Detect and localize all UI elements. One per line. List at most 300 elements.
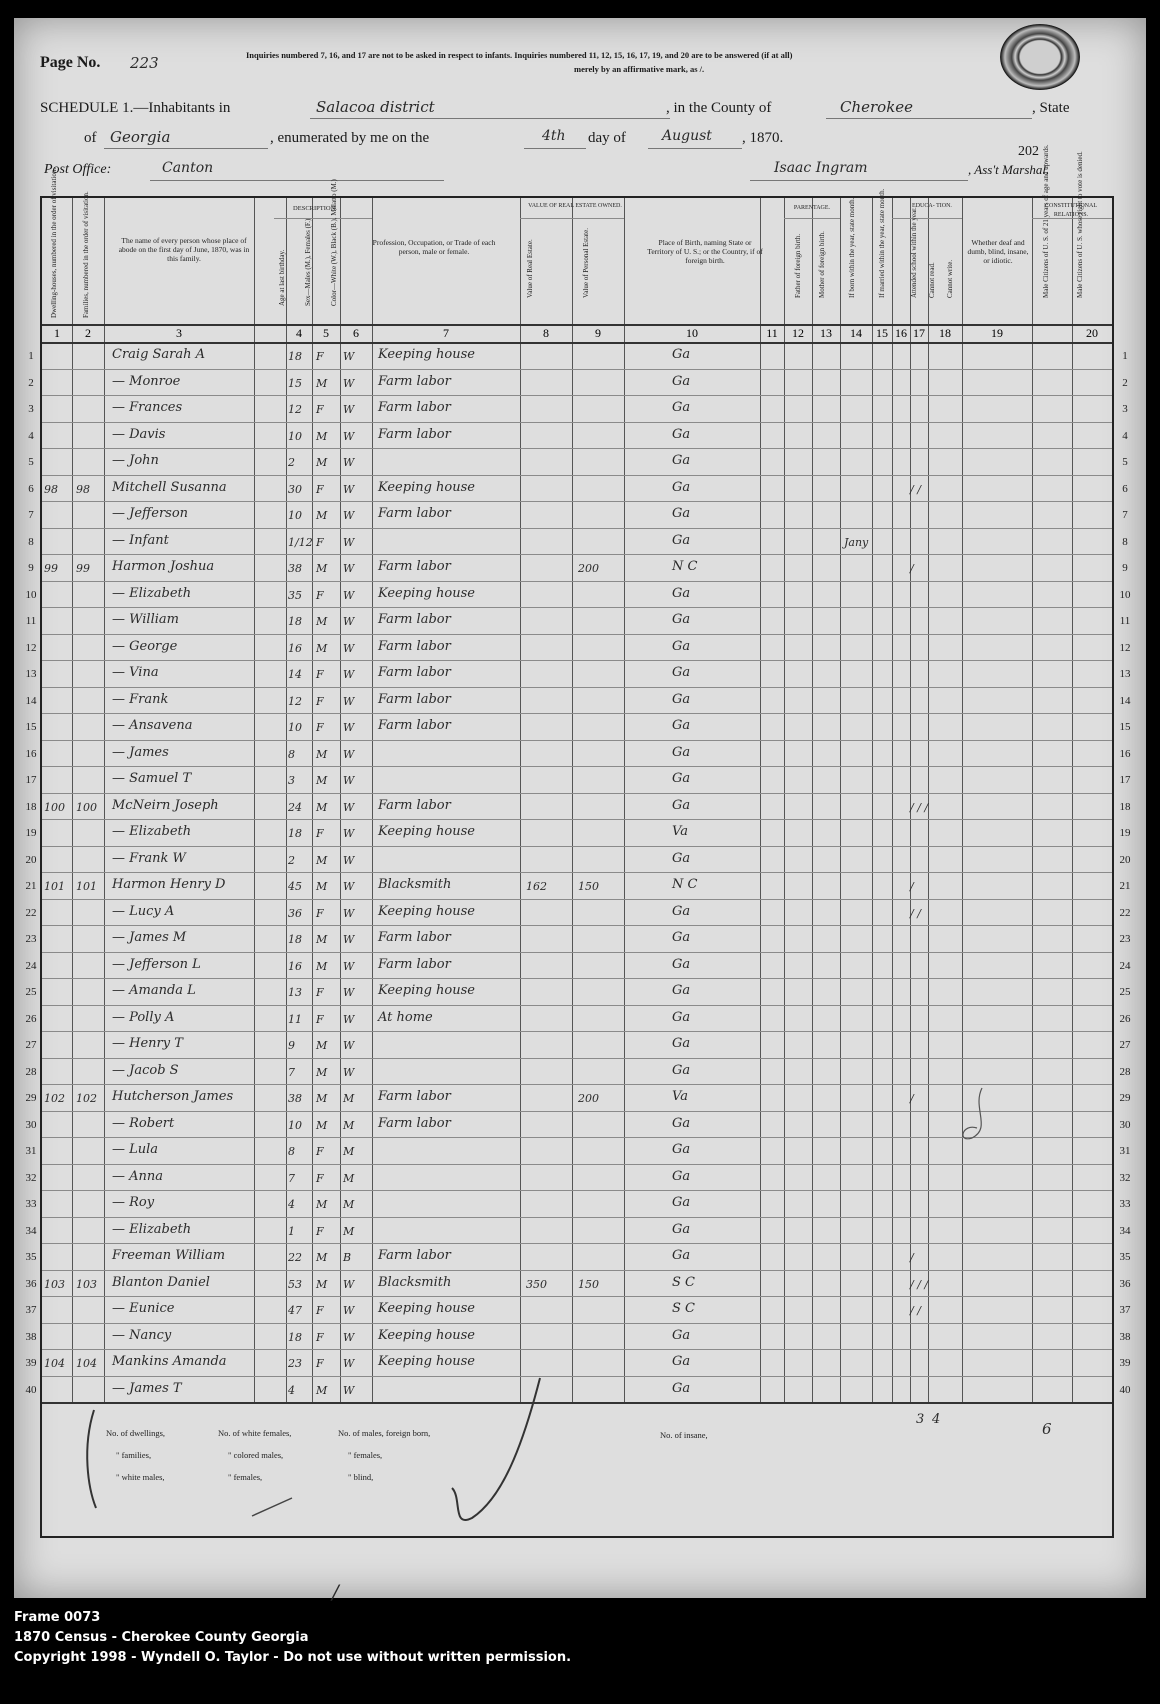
occupation: Keeping house	[378, 1327, 475, 1343]
col-header-disability: Whether deaf and dumb, blind, insane, or idiotic.	[967, 238, 1029, 265]
color: W	[343, 827, 355, 840]
dwelling-number: 99	[44, 562, 58, 575]
footer-frame: Frame 0073	[14, 1610, 101, 1625]
age: 53	[288, 1277, 302, 1291]
birthplace: Ga	[672, 1168, 691, 1184]
birthplace: Ga	[672, 453, 691, 468]
personal-estate-value: 150	[578, 880, 599, 893]
column-number: 15	[876, 326, 888, 340]
person-name: — Jefferson	[112, 506, 189, 521]
age: 18	[288, 827, 302, 840]
family-number: 98	[76, 482, 90, 496]
age: 11	[288, 1012, 302, 1026]
row-number: 26	[25, 1012, 37, 1025]
age: 18	[288, 933, 302, 946]
column-number: 14	[850, 326, 862, 340]
age: 10	[288, 509, 302, 522]
birthplace: Ga	[672, 400, 691, 415]
column-number: 3	[176, 326, 182, 340]
color: W	[343, 800, 355, 814]
state-underline	[104, 148, 268, 149]
age: 3	[288, 774, 295, 787]
column-number: 6	[353, 326, 359, 340]
occupation: Farm labor	[378, 426, 451, 442]
enumeration-month: August	[662, 128, 712, 144]
column-number: 4	[296, 326, 302, 340]
color: W	[343, 403, 355, 416]
column-number: 16	[895, 326, 907, 340]
col-header-birthplace: Place of Birth, naming State or Territory of U. S.; or the Country, if of foreign birth.	[647, 238, 763, 265]
column-number: 19	[991, 326, 1003, 340]
row-number: 8	[1122, 535, 1128, 548]
row-number: 3	[28, 403, 34, 415]
occupation: Keeping house	[378, 585, 475, 601]
sex: M	[316, 747, 328, 761]
sex: M	[316, 1039, 328, 1052]
color: W	[343, 1012, 355, 1026]
color: W	[343, 562, 355, 575]
color: W	[343, 668, 355, 681]
col-header-vote-denied: Male Citizens of U. S. whose right to vote is denied.	[1076, 151, 1084, 298]
color: W	[343, 350, 355, 363]
row-number: 38	[25, 1330, 37, 1343]
age: 7	[288, 1171, 295, 1185]
age: 10	[288, 721, 302, 734]
person-name: — Amanda L	[112, 983, 196, 998]
age: 38	[288, 562, 302, 575]
column-number: 18	[939, 326, 951, 340]
birthplace: Ga	[672, 744, 691, 760]
occupation: Keeping house	[378, 903, 475, 919]
person-name: — Elizabeth	[112, 585, 192, 601]
dwelling-number: 102	[44, 1092, 65, 1105]
person-name: Harmon Henry D	[112, 877, 226, 892]
color: W	[343, 1357, 355, 1370]
sex: M	[316, 933, 328, 946]
real-estate-value: 162	[526, 880, 547, 893]
summary-insane: No. of insane,	[660, 1430, 708, 1440]
col-header-personal-estate: Value of Personal Estate.	[582, 228, 590, 298]
summary-foreign-males: No. of males, foreign born,	[338, 1428, 431, 1438]
color: M	[343, 1145, 355, 1158]
education-marks: /	[910, 1251, 914, 1264]
dwelling-number: 104	[44, 1357, 65, 1370]
age: 24	[288, 800, 302, 814]
birthplace: Ga	[672, 347, 691, 362]
color: W	[343, 456, 355, 469]
row-number: 33	[1119, 1198, 1131, 1210]
age: 4	[288, 1383, 295, 1397]
row-number: 39	[25, 1357, 37, 1369]
col-header-constitutional: CONSTITUTIONAL RELATIONS.	[1045, 203, 1097, 218]
sex: F	[316, 906, 324, 920]
color: M	[343, 1224, 355, 1238]
color: W	[343, 429, 355, 443]
enumeration-day: 4th	[542, 128, 566, 144]
age: 47	[288, 1304, 302, 1317]
person-name: — Robert	[112, 1115, 175, 1131]
row-number: 21	[25, 880, 37, 892]
county-underline	[826, 118, 1032, 119]
person-name: — Jacob S	[112, 1062, 179, 1078]
education-marks: /	[910, 880, 914, 893]
census-sheet	[14, 18, 1146, 1604]
row-number: 36	[25, 1277, 37, 1290]
sex: M	[316, 1118, 328, 1132]
sex: M	[316, 1092, 328, 1105]
family-number: 103	[76, 1277, 97, 1291]
row-number: 4	[28, 429, 34, 442]
birthplace: Ga	[672, 850, 691, 866]
sex: F	[316, 350, 324, 363]
occupation: Farm labor	[378, 1115, 451, 1131]
birthplace: Ga	[672, 1354, 691, 1369]
person-name: Blanton Daniel	[112, 1274, 210, 1290]
birthplace: Ga	[672, 585, 691, 601]
sex: M	[316, 509, 328, 522]
person-name: — Frank W	[112, 850, 186, 866]
occupation: Farm labor	[378, 1089, 451, 1104]
age: 30	[288, 482, 302, 496]
age: 9	[288, 1039, 295, 1052]
age: 1/12	[288, 535, 313, 549]
row-number: 12	[1119, 641, 1131, 654]
row-number: 32	[1119, 1171, 1131, 1184]
post-office-label: Post Office:	[44, 162, 112, 177]
row-number: 25	[25, 986, 37, 998]
occupation: Farm labor	[378, 718, 451, 733]
occupation: Farm labor	[378, 1248, 451, 1263]
occupation: Blacksmith	[378, 877, 452, 892]
sex: F	[316, 1145, 324, 1158]
row-number: 34	[1119, 1224, 1131, 1237]
marshal-label: , Ass't Marshal.	[968, 162, 1050, 177]
person-name: — Polly A	[112, 1009, 175, 1025]
year-label: , 1870.	[742, 130, 784, 146]
color: W	[343, 906, 355, 920]
occupation: At home	[378, 1009, 433, 1025]
personal-estate-value: 200	[578, 1092, 599, 1105]
age: 12	[288, 403, 302, 416]
sex: M	[316, 641, 328, 655]
birthplace: N C	[672, 877, 698, 892]
occupation: Keeping house	[378, 479, 475, 495]
inquiry-note-2: merely by an affirmative mark, as /.	[574, 64, 705, 74]
occupation: Farm labor	[378, 956, 451, 972]
footer-title: 1870 Census - Cherokee County Georgia	[14, 1630, 309, 1645]
col-header-born-month: If born within the year, state month.	[848, 197, 856, 298]
sex: F	[316, 721, 324, 734]
summary-tally-1: 3	[916, 1412, 925, 1427]
birthplace: Ga	[672, 506, 691, 521]
color: W	[343, 1304, 355, 1317]
person-name: — James	[112, 744, 169, 760]
row-number: 29	[1119, 1092, 1131, 1104]
row-number: 13	[25, 668, 37, 680]
sex: M	[316, 800, 328, 814]
age: 2	[288, 853, 295, 867]
sex: F	[316, 1357, 324, 1370]
row-number: 28	[25, 1065, 37, 1078]
column-number: 5	[323, 326, 329, 340]
age: 16	[288, 641, 302, 655]
col-header-age: Age at last birthday.	[278, 249, 286, 306]
age: 2	[288, 456, 295, 469]
row-number: 28	[1119, 1065, 1131, 1078]
row-number: 30	[25, 1118, 37, 1131]
district-underline	[310, 118, 670, 119]
row-number: 18	[25, 800, 37, 813]
day-underline	[524, 148, 586, 149]
education-marks: /	[910, 562, 914, 575]
occupation: Farm labor	[378, 665, 451, 680]
col-header-sex: Sex—Males (M.), Females (F.)	[304, 218, 312, 306]
age: 22	[288, 1251, 302, 1264]
row-number: 22	[1119, 906, 1131, 919]
color: W	[343, 376, 355, 390]
birthplace: Ga	[672, 956, 691, 972]
col-header-cannot-read: Cannot read.	[928, 262, 936, 298]
occupation: Farm labor	[378, 930, 451, 945]
sex: M	[316, 562, 328, 575]
person-name: — Lula	[112, 1142, 159, 1157]
marshal-underline	[750, 180, 968, 181]
footer-copyright: Copyright 1998 - Wyndell O. Taylor - Do not use without written permission.	[14, 1650, 572, 1665]
row-number: 8	[28, 535, 34, 548]
birthplace: Ga	[672, 479, 691, 495]
sex: M	[316, 429, 328, 443]
row-number: 15	[25, 721, 37, 733]
person-name: — Infant	[112, 532, 169, 548]
color: W	[343, 1383, 355, 1397]
row-number: 19	[1119, 827, 1131, 839]
row-number: 23	[1119, 933, 1131, 945]
occupation: Farm labor	[378, 638, 451, 654]
summary-families: " families,	[116, 1450, 152, 1460]
birthplace: Ga	[672, 612, 691, 627]
row-number: 12	[25, 641, 37, 654]
birthplace: S C	[672, 1274, 695, 1290]
family-number: 101	[76, 880, 97, 893]
education-marks: / / /	[910, 1277, 929, 1291]
row-number: 7	[1122, 509, 1128, 521]
age: 10	[288, 429, 302, 443]
row-number: 25	[1119, 986, 1131, 998]
family-number: 102	[76, 1092, 97, 1105]
person-name: — Monroe	[112, 373, 181, 389]
birthplace: Ga	[672, 1062, 691, 1078]
day-of-label: day of	[588, 130, 626, 146]
age: 18	[288, 350, 302, 363]
row-number: 11	[1119, 615, 1131, 627]
summary-foreign-females: " females,	[348, 1450, 383, 1460]
real-estate-value: 350	[526, 1277, 547, 1291]
occupation: Farm labor	[378, 373, 451, 389]
birthplace: Ga	[672, 1380, 691, 1396]
birthplace: Ga	[672, 1248, 691, 1263]
sex: M	[316, 1198, 328, 1211]
color: W	[343, 615, 355, 628]
color: W	[343, 880, 355, 893]
dwelling-number: 103	[44, 1277, 65, 1291]
row-number: 30	[1119, 1118, 1131, 1131]
row-number: 38	[1119, 1330, 1131, 1343]
row-number: 15	[1119, 721, 1131, 733]
birthplace: Ga	[672, 1142, 691, 1157]
county-label: , in the County of	[666, 100, 772, 116]
summary-tally-3: 6	[1042, 1420, 1052, 1438]
age: 18	[288, 1330, 302, 1344]
row-number: 20	[25, 853, 37, 866]
row-number: 37	[1119, 1304, 1131, 1316]
age: 45	[288, 880, 302, 893]
color: W	[343, 959, 355, 973]
color: W	[343, 1277, 355, 1291]
person-name: Freeman William	[112, 1248, 226, 1263]
sex: F	[316, 403, 324, 416]
occupation: Keeping house	[378, 1301, 475, 1316]
sex: M	[316, 959, 328, 973]
row-number: 17	[25, 774, 37, 786]
sex: M	[316, 880, 328, 893]
person-name: — William	[112, 612, 179, 627]
education-marks: / /	[910, 482, 921, 496]
birthplace: Ga	[672, 373, 691, 389]
color: W	[343, 933, 355, 946]
color: W	[343, 1039, 355, 1052]
footer	[14, 1608, 571, 1668]
row-number: 35	[25, 1251, 37, 1263]
birthplace: Ga	[672, 983, 691, 998]
col-header-school: Attended school within the year.	[910, 207, 918, 298]
col-header-education: EDUCA- TION.	[912, 203, 952, 209]
birthplace: Ga	[672, 903, 691, 919]
row-number: 6	[28, 482, 34, 495]
education-marks: / /	[910, 1304, 921, 1317]
person-name: Hutcherson James	[112, 1089, 234, 1104]
family-number: 100	[76, 800, 97, 814]
age: 13	[288, 986, 302, 999]
row-number: 40	[1119, 1383, 1131, 1396]
county-name: Cherokee	[840, 98, 914, 116]
schedule-label: SCHEDULE 1.—Inhabitants in	[40, 100, 231, 116]
color: W	[343, 986, 355, 999]
state-label: , State	[1032, 100, 1070, 116]
column-number: 10	[686, 326, 698, 340]
row-number: 10	[1119, 588, 1131, 601]
row-number: 16	[1119, 747, 1131, 760]
birthplace: S C	[672, 1301, 695, 1316]
birthplace: Va	[672, 1089, 688, 1104]
person-name: — Vina	[112, 665, 159, 680]
person-name: — Samuel T	[112, 771, 192, 786]
row-number: 10	[25, 588, 37, 601]
column-number: 11	[766, 326, 778, 340]
column-number: 9	[595, 326, 601, 340]
col-header-mother-foreign: Mother of foreign birth.	[818, 231, 826, 298]
sex: F	[316, 1224, 324, 1238]
inquiry-note-1: Inquiries numbered 7, 16, and 17 are not to be asked in respect to infants. Inquiries numbered 11, 12, 15, 16, 17, 19, and 20 are to be answered (if at all)	[246, 50, 793, 60]
sex: F	[316, 986, 324, 999]
summary-white-males: " white males,	[116, 1472, 165, 1482]
row-number: 22	[25, 906, 37, 919]
sex: F	[316, 482, 324, 496]
birthplace: Ga	[672, 1009, 691, 1025]
age: 15	[288, 376, 302, 390]
stamp-number: 202	[1018, 144, 1039, 159]
col-header-value-group: VALUE OF REAL ESTATE OWNED.	[528, 203, 622, 209]
row-number: 4	[1122, 429, 1128, 442]
row-number: 37	[25, 1304, 37, 1316]
sex: M	[316, 774, 328, 787]
column-number: 1	[54, 326, 60, 340]
person-name: — Elizabeth	[112, 824, 192, 839]
summary-blind: " blind,	[348, 1472, 374, 1482]
col-header-color: Color—White (W.), Black (B.), Mulatto (M.)	[330, 179, 338, 306]
col-header-families: Families, numbered in the order of visitation.	[82, 191, 90, 318]
sex: F	[316, 588, 324, 602]
person-name: McNeirn Joseph	[112, 797, 219, 813]
person-name: — James M	[112, 930, 187, 945]
birthplace: Ga	[672, 665, 691, 680]
person-name: Mitchell Susanna	[112, 479, 227, 495]
col-header-dwellings: Dwelling-houses, numbered in the order of visitation.	[50, 167, 58, 318]
sex: M	[316, 1065, 328, 1079]
color: W	[343, 535, 355, 549]
family-number: 99	[76, 562, 90, 575]
color: W	[343, 694, 355, 708]
sex: M	[316, 1277, 328, 1291]
row-number: 13	[1119, 668, 1131, 680]
col-header-cannot-write: Cannot write.	[946, 259, 954, 298]
month-underline	[648, 148, 742, 149]
birthplace: Ga	[672, 718, 691, 733]
sex: F	[316, 668, 324, 681]
sex: F	[316, 694, 324, 708]
row-number: 9	[28, 562, 34, 574]
person-name: — Roy	[112, 1195, 155, 1210]
person-name: — Frank	[112, 691, 169, 707]
color: M	[343, 1118, 355, 1132]
col-header-married-month: If married within the year, state month.	[878, 188, 886, 298]
summary-dwellings: No. of dwellings,	[106, 1428, 166, 1438]
sex: M	[316, 1251, 328, 1264]
summary-white-females: No. of white females,	[218, 1428, 292, 1438]
birthplace: Ga	[672, 797, 691, 813]
color: W	[343, 853, 355, 867]
person-name: — Eunice	[112, 1301, 175, 1316]
row-number: 5	[28, 456, 34, 468]
person-name: Mankins Amanda	[112, 1354, 227, 1369]
occupation: Farm labor	[378, 559, 451, 574]
color: M	[343, 1171, 355, 1185]
person-name: — John	[112, 453, 159, 468]
family-number: 104	[76, 1357, 97, 1370]
occupation: Farm labor	[378, 797, 451, 813]
row-number: 11	[25, 615, 37, 627]
sex: M	[316, 1383, 328, 1397]
sex: F	[316, 1171, 324, 1185]
dwelling-number: 98	[44, 482, 58, 496]
row-number: 7	[28, 509, 34, 521]
personal-estate-value: 150	[578, 1277, 599, 1291]
row-number: 5	[1122, 456, 1128, 468]
color: W	[343, 1330, 355, 1344]
row-number: 17	[1119, 774, 1131, 786]
sex: F	[316, 1304, 324, 1317]
occupation: Farm labor	[378, 400, 451, 415]
sex: F	[316, 827, 324, 840]
